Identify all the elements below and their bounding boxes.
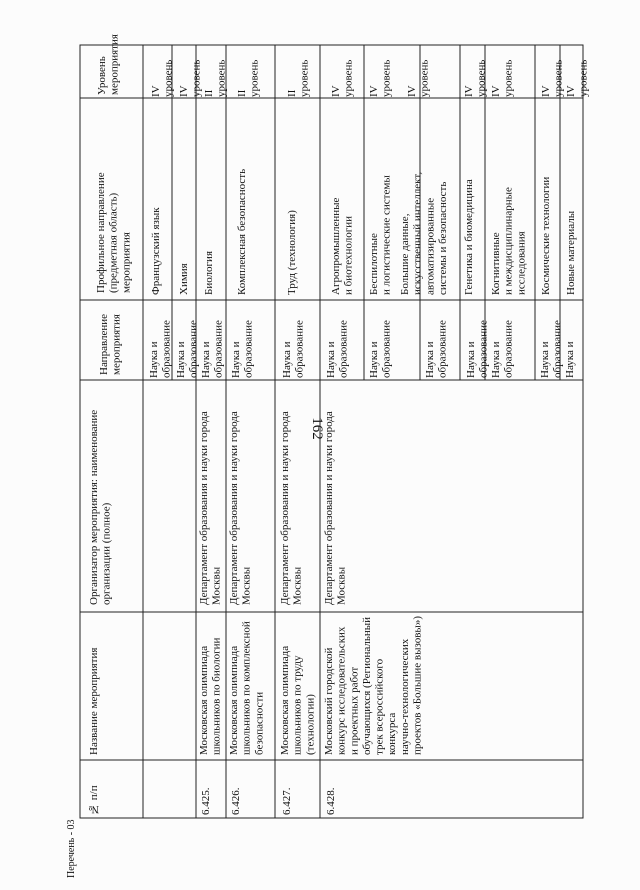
header-num: № п/п xyxy=(88,785,100,815)
row-1-level: IV уровень xyxy=(150,59,175,97)
row-11-direction: Наука и образование xyxy=(539,320,564,378)
row-9-direction: Наука и образование xyxy=(465,320,490,378)
header-organizer: Организатор мероприятия: наименование организации (полное) xyxy=(88,409,113,605)
row-4-level: II уровень xyxy=(236,59,261,97)
row-10-level: IV уровень xyxy=(490,59,515,97)
row-6-num: 6.428. xyxy=(325,787,337,815)
row-3-name: Московская олимпиада школьников по биологии xyxy=(198,637,223,755)
row-1-direction: Наука и образование xyxy=(148,320,173,378)
row-5-level: II уровень xyxy=(286,59,311,97)
row-4-num: 6.426. xyxy=(230,787,242,815)
row-9-profile: Генетика и биомедицина xyxy=(463,179,475,295)
row-3-direction: Наука и образование xyxy=(200,320,225,378)
row-5-organizer: Департамент образования и науки города Москвы xyxy=(279,411,304,605)
row-1-profile: Французский язык xyxy=(150,207,162,295)
header-direction: Направление мероприятия xyxy=(98,313,123,375)
row-7-level: IV уровень xyxy=(368,59,393,97)
row-12-profile: Новые материалы xyxy=(565,210,577,295)
row-4-name: Московская олимпиада школьников по комплексной безопасности xyxy=(228,621,266,755)
page-footer: Перечень - 03 xyxy=(66,819,77,878)
row-3-level: II уровень xyxy=(203,59,228,97)
page-number: 162 xyxy=(308,417,325,440)
row-2-level: IV уровень xyxy=(178,59,203,97)
header-level: Уровень мероприятия xyxy=(96,34,121,95)
row-10-profile: Когнитивные и междисциплинарные исследования xyxy=(490,187,528,295)
row-4-direction: Наука и образование xyxy=(230,320,255,378)
row-2-profile: Химия xyxy=(178,263,190,295)
row-6-name: Московский городской конкурс исследовательских и проектных работ обучающихся (Региональный трек всероссийского конкурса научно-технологических проектов «Большие вызовы») xyxy=(323,616,424,755)
row-8-level: IV уровень xyxy=(406,59,431,97)
row-5-name: Московская олимпиада школьников по труду (технологии) xyxy=(279,645,317,755)
row-6-profile: Агропромышленные и биотехнологии xyxy=(330,197,355,295)
row-7-profile: Беспилотные и логистические системы xyxy=(368,175,393,295)
row-3-profile: Биология xyxy=(203,250,215,295)
row-6-level: IV уровень xyxy=(330,59,355,97)
header-name: Название мероприятия xyxy=(88,647,100,755)
row-9-level: IV уровень xyxy=(463,59,488,97)
row-10-direction: Наука и образование xyxy=(490,320,515,378)
row-3-num: 6.425. xyxy=(200,787,212,815)
row-7-direction: Наука и образование xyxy=(368,320,393,378)
row-12-direction: Наука и xyxy=(564,341,576,378)
row-12-level: IV уровень xyxy=(565,59,590,97)
row-8-profile: Большие данные, искусственный интеллект, автоматизированные системы и безопасность xyxy=(399,171,449,295)
row-3-organizer: Департамент образования и науки города Москвы xyxy=(198,411,223,605)
row-4-organizer: Департамент образования и науки города Москвы xyxy=(228,411,253,605)
row-5-profile: Труд (технология) xyxy=(286,210,298,295)
row-5-num: 6.427. xyxy=(281,787,293,815)
row-6-organizer: Департамент образования и науки города Москвы xyxy=(323,411,348,605)
row-11-profile: Космические технологии xyxy=(540,176,552,295)
row-5-direction: Наука и образование xyxy=(281,320,306,378)
header-profile: Профильное направление (предметная область) мероприятия xyxy=(95,172,133,293)
row-4-profile: Комплексная безопасность xyxy=(236,168,248,295)
row-11-level: IV уровень xyxy=(540,59,565,97)
row-8-direction: Наука и образование xyxy=(424,320,449,378)
row-6-direction: Наука и образование xyxy=(325,320,350,378)
row-2-direction: Наука и образование xyxy=(175,320,200,378)
